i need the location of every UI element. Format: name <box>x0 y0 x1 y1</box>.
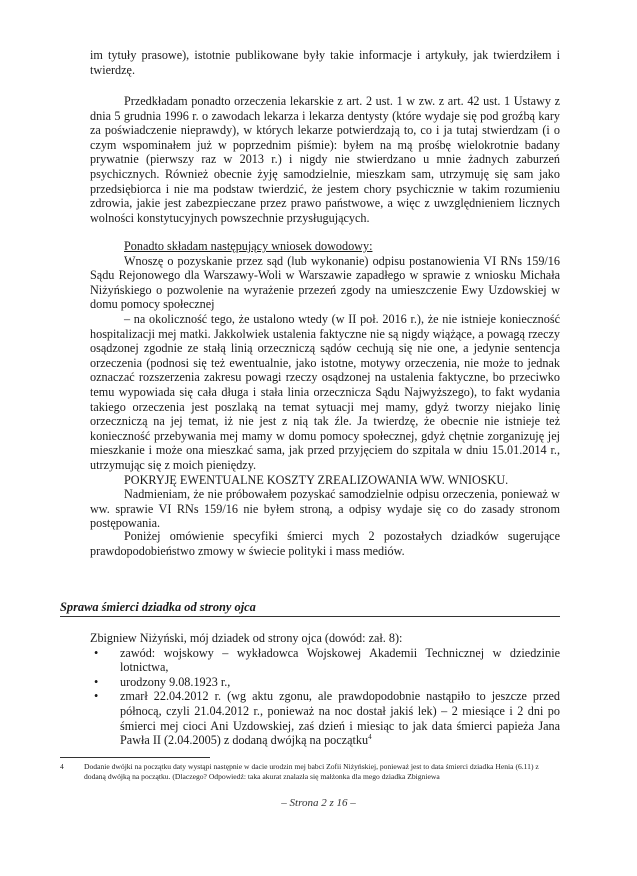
paragraph-below-discussion <box>90 529 560 558</box>
footnote-divider <box>60 757 210 758</box>
bullet-icon: • <box>94 645 99 660</box>
grandfather-intro: Zbigniew Niżyński, mój dziadek od strony ojca (dowód: zał. 8): <box>90 631 403 645</box>
section-heading: Sprawa śmierci dziadka od strony ojca <box>60 600 560 617</box>
evidence-motion-justification: – na okoliczność tego, że ustalono wtedy (w II poł. 2016 r.), że nie istnieje konieczność hospitalizacji mej matki. Jakkolwiek ustalenia faktyczne nie są nigdy wiążące, a powagą rzeczy osądzonej zgodnie ze stałą linią orzeczniczą sądów cechują się nie one, a jedynie sentencja orzeczenia (podnosi się też ewentualnie, jako istotne, motywy orzeczenia, nie może to jednak oznaczać rozszerzenia zakresu powagi rzeczy osądzonej na ustalenia faktyczne, bo przeciwko temu wypowiada się cała długa i stała linia orzecznicza Sądu Najwyższego), to fakt wydania takiego orzeczenia jest poszlaką na temat sytuacji mej mamy, gdyż tworzy niejako linię orzeczniczą na jej temat, iż nie jest z nią tak źle. Ja twierdzę, że obecnie nie istnieje też konieczność przebywania mej mamy w domu pomocy społecznej, gdyż chętnie zorganizuję jej mieszkanie i może ona mieszkać sama, jak przed przyjęciem do szpitala w dniu 15.01.2014 r., utrzymując się z moich pieniędzy. <box>90 311 560 472</box>
bullet-icon: • <box>94 674 99 689</box>
list-item <box>90 689 560 747</box>
paragraph-continuation <box>90 48 560 77</box>
grandfather-facts-list <box>90 646 560 748</box>
grandfather-section <box>90 631 560 748</box>
paragraph-text: Poniżej omówienie specyfiki śmierci mych 2 pozostałych dziadków sugerujące prawdopodobieństwo zmowy w świecie polityki i mass mediów. <box>90 529 560 558</box>
page-number: – Strona 2 z 16 – <box>281 797 356 809</box>
list-item-text: zawód: wojskowy – wykładowca Wojskowej Akademii Technicznej w dziedzinie lotnictwa, <box>120 645 560 675</box>
footnote <box>60 762 560 782</box>
bullet-icon: • <box>94 689 99 704</box>
paragraph-medical-certificates <box>90 94 560 225</box>
paragraph-text: Przedkładam ponadto orzeczenia lekarskie z art. 2 ust. 1 w zw. z art. 42 ust. 1 Ustawy z dnia 5 grudnia 1996 r. o zawodach lekarza i lekarza dentysty (które wydaje się pod groźbą kary za poświadczenie nieprawdy), w których lekarze potwierdzają to, co i ja tutaj stwierdzam (i o czym wspominałem już w poprzednim piśmie): byłem na mą prośbę wielokrotnie badany prywatnie (pierwszy raz w 2013 r.) i nigdy nie stwierdzano u mnie żadnych zaburzeń psychicznych. Również obecnie żyję samodzielnie, mieszkam sam, utrzymuję się sam jako przedsiębiorca i nie ma podstaw twierdzić, że jestem chory psychicznie w takim rozumieniu zdrowia, jakie jest zabezpieczane przez prawo państwowe, a więc z uwzględnieniem licznych wolności konstytucyjnych powszechnie przysługujących. <box>90 94 560 225</box>
list-item-text: zmarł 22.04.2012 r. (wg aktu zgonu, ale prawdopodobnie nastąpiło to jeszcze przed północą, czyli 21.04.2012 r., ponieważ na noc dostał jakiś lek) – 2 miesiące i 2 dni po śmierci mej cioci Ani Uzdowskiej, zaś dzień i miesiąc to jak data śmierci papieża Jana Pawła II (2.04.2005) z dodaną dwójką na początku <box>120 689 560 748</box>
evidence-motion-request: Wnoszę o pozyskanie przez sąd (lub wykonanie) odpisu postanowienia VI RNs 159/16 Sądu Rejonowego dla Warszawy-Woli w Warszawie zapadłego w sprawie z wniosku Michała Niżyńskiego o pozwolenie na wyrażenie przezeń zgody na umieszczenie Ewy Uzdowskiej w domu pomocy społecznej <box>90 253 560 312</box>
paragraph-text: im tytuły prasowe), istotnie publikowane były takie informacje i artykuły, jak twierdziłem i twierdzę. <box>90 48 560 77</box>
list-item <box>90 675 560 690</box>
footnote-reference: 4 <box>368 733 372 742</box>
footnote-text: Dodanie dwójki na początku daty wystąpi następnie w dacie urodzin mej babci Zofii Niżyńskiej, ponieważ jest to data śmierci dziadka Henia (6.11) z dodaną dwójką na początku. (Dlaczego? Odpowiedź: taka akurat znalazła się małżonka dla mego dziadka Zbigniewa <box>84 762 539 781</box>
list-item-text: urodzony 9.08.1923 r., <box>120 674 231 689</box>
evidence-motion-note: Nadmieniam, że nie próbowałem pozyskać samodzielnie odpisu orzeczenia, ponieważ w ww. sprawie VI RNs 159/16 nie byłem stroną, a odpisy wydaje się co do zasady stronom postępowania. <box>90 487 560 531</box>
evidence-motion-heading: Ponadto składam następujący wniosek dowodowy: <box>124 239 373 253</box>
evidence-motion-costs: POKRYJĘ EWENTUALNE KOSZTY ZREALIZOWANIA WW. WNIOSKU. <box>124 472 509 487</box>
evidence-motion <box>90 239 560 531</box>
footnote-number: 4 <box>60 762 64 771</box>
list-item <box>90 646 560 675</box>
